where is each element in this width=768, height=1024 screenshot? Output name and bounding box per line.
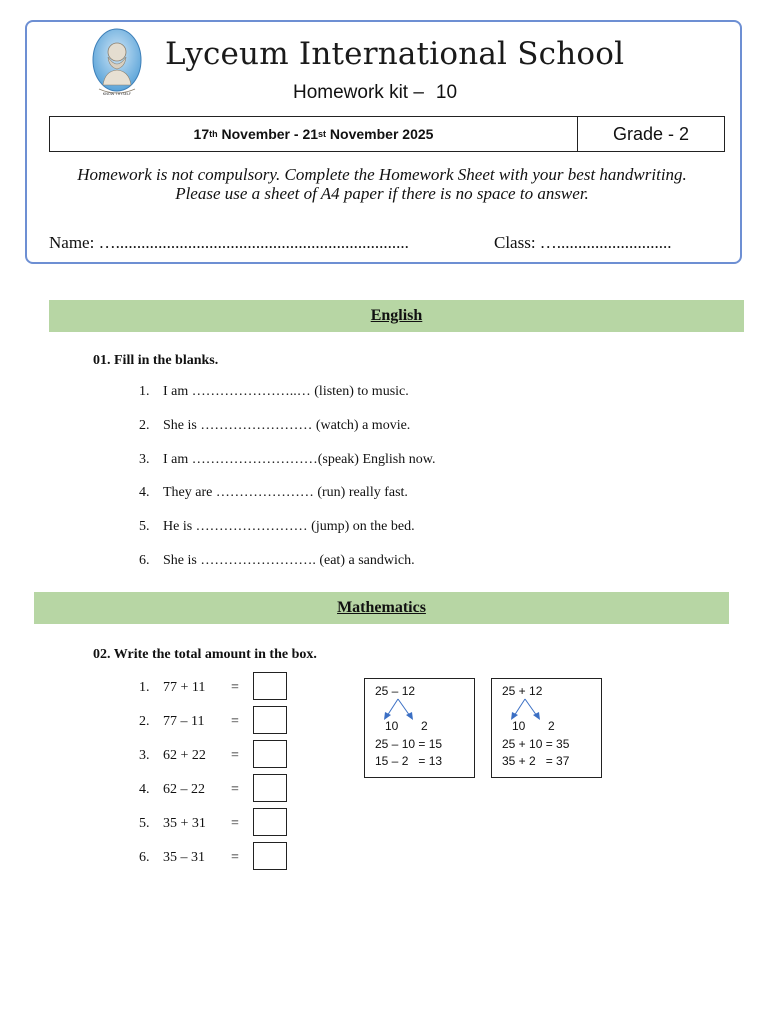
answer-box[interactable] [253, 672, 287, 700]
fill-blanks-list [139, 384, 435, 587]
homework-kit-line [293, 82, 457, 104]
example-problem: 25 – 12 [375, 684, 416, 698]
maths-question-title: 02. Write the total amount in the box. [93, 647, 317, 662]
answer-box[interactable] [253, 842, 287, 870]
answer-box[interactable] [253, 774, 287, 802]
list-item[interactable]: 6. She is ……………………. (eat) a sandwich. [139, 552, 415, 568]
class-field-line[interactable]: Class: …........................... [494, 233, 672, 252]
grade-label: Grade - 2 [612, 123, 690, 144]
example-step-1: 25 – 10 = 15 [375, 737, 443, 751]
example-split-right: 2 [548, 719, 555, 733]
list-item[interactable]: 4. They are ………………… (run) really fast. [139, 485, 408, 501]
example-step-2: 35 + 2 = 37 [502, 754, 570, 768]
list-item[interactable]: 2. She is …………………… (watch) a movie. [139, 417, 411, 433]
answer-box[interactable] [253, 740, 287, 768]
answer-box[interactable] [253, 706, 287, 734]
english-section-header: English [49, 300, 744, 332]
school-name: Lyceum International School [165, 36, 625, 72]
kit-number: 10 [435, 82, 458, 103]
svg-text:KNOW THYSELF: KNOW THYSELF [102, 92, 132, 96]
kit-label: Homework kit – [293, 82, 424, 103]
date-range: 17 th November - 21 st November 2025 [50, 117, 578, 151]
list-item[interactable]: 5. He is …………………… (jump) on the bed. [139, 519, 415, 535]
english-question-title: 01. Fill in the blanks. [93, 353, 219, 368]
worked-example-addition [491, 678, 602, 778]
list-item[interactable]: 1. I am …………………..… (listen) to music. [139, 384, 409, 399]
date-grade-table [49, 116, 725, 152]
list-item[interactable]: 3. I am ………………………(speak) English now. [139, 451, 436, 467]
name-field-line[interactable]: Name: …..................................................................... [49, 233, 409, 252]
example-split-right: 2 [421, 719, 428, 733]
school-crest-logo [91, 27, 143, 99]
header-box [25, 20, 742, 264]
example-problem: 25 + 12 [502, 684, 543, 698]
worked-example-subtraction [364, 678, 475, 778]
mathematics-section-header: Mathematics [34, 592, 729, 624]
homework-notice: Homework is not compulsory. Complete the Homework Sheet with your best handwriting. Please use a sheet of A4 paper if there is no space to answer. [77, 165, 687, 203]
answer-box[interactable] [253, 808, 287, 836]
example-split-left: 10 [512, 719, 526, 733]
example-step-1: 25 + 10 = 35 [502, 737, 570, 751]
example-split-left: 10 [385, 719, 399, 733]
example-step-2: 15 – 2 = 13 [375, 754, 443, 768]
